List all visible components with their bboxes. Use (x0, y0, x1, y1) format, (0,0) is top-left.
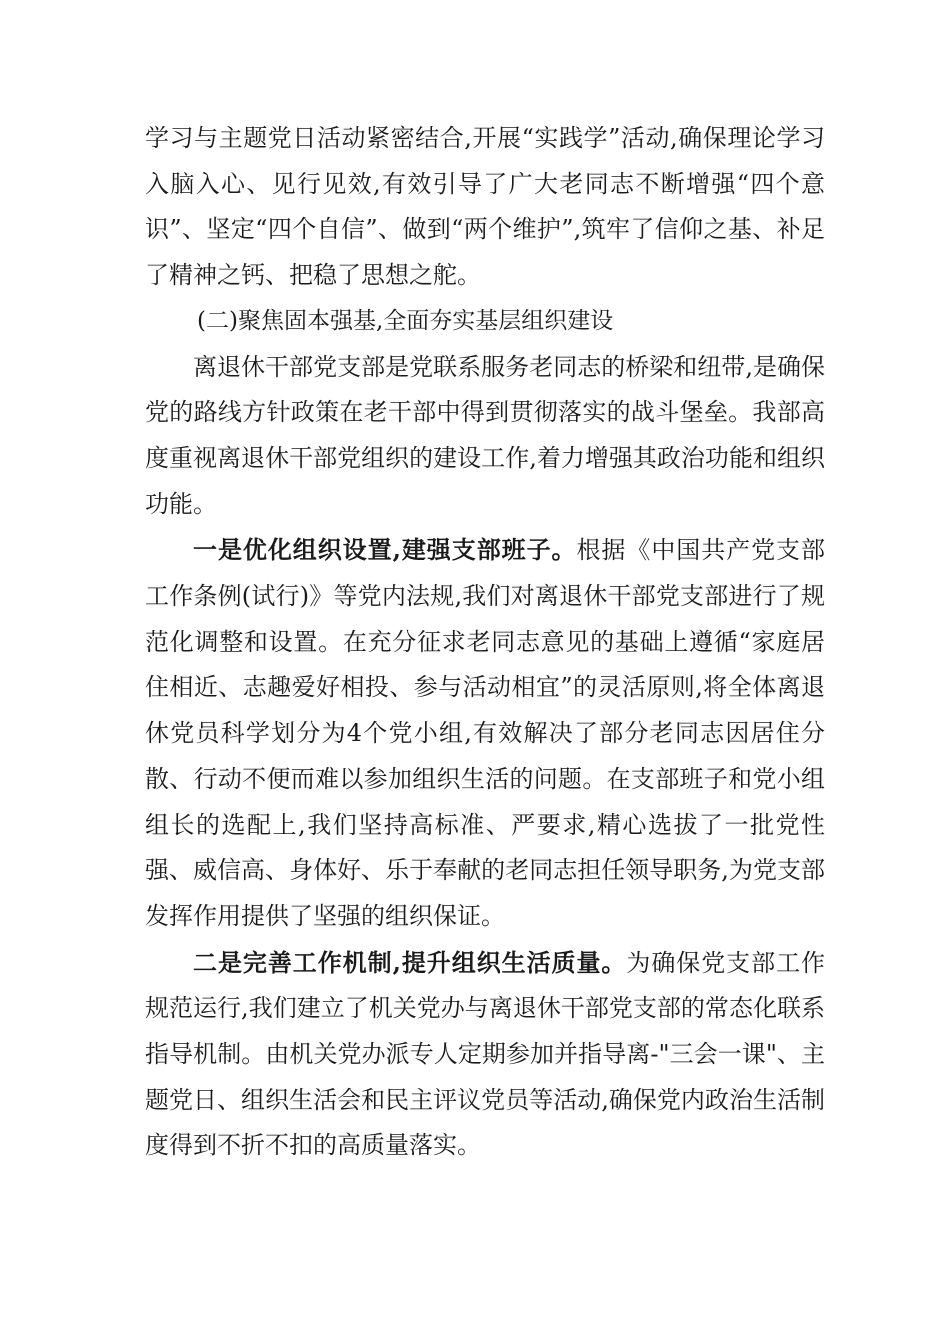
section-heading: (二)聚焦固本强基,全面夯实基层组织建设 (197, 307, 614, 334)
paragraph-3 (145, 527, 825, 939)
paragraph-2: 离退休干部党支部是党联系服务老同志的桥梁和纽带,是确保党的路线方针政策在老干部中得到贯彻落实的战斗堡垒。我部高度重视离退休干部党组织的建设工作,着力增强其政治功能和组织功能。 (145, 352, 825, 518)
paragraph-1: 学习与主题党日活动紧密结合,开展“实践学”活动,确保理论学习入脑入心、见行见效,有效引导了广大老同志不断增强“四个意识”、坚定“四个自信”、做到“两个维护”,筑牢了信仰之基、补足了精神之钙、把稳了思想之舵。 (145, 124, 825, 290)
paragraph-4 (145, 940, 825, 1170)
paragraph-4-body: 为确保党支部工作规范运行,我们建立了机关党办与离退休干部党支部的常态化联系指导机制。由机关党办派专人定期参加并指导离-"三会一课"、主题党日、组织生活会和民主评议党员等活动,确保党内政治生活制度得到不折不扣的高质量落实。 (145, 948, 826, 1160)
paragraph-3-lead: 一是优化组织设置,建强支部班子。 (193, 535, 577, 565)
document-body (145, 116, 825, 1169)
paragraph-3-body: 根据《中国共产党支部工作条例(试行)》等党内法规,我们对离退休干部党支部进行了规范化调整和设置。在充分征求老同志意见的基础上遵循“家庭居住相近、志趣爱好相投、参与活动相宜”的灵活原则,将全体离退休党员科学划分为4个党小组,有效解决了部分老同志因居住分散、行动不便而难以参加组织生活的问题。在支部班子和党小组组长的选配上,我们坚持高标准、严要求,精心选拔了一批党性强、威信高、身体好、乐于奉献的老同志担任领导职务,为党支部发挥作用提供了坚强的组织保证。 (145, 536, 825, 930)
paragraph-4-lead: 二是完善工作机制,提升组织生活质量。 (193, 947, 627, 977)
